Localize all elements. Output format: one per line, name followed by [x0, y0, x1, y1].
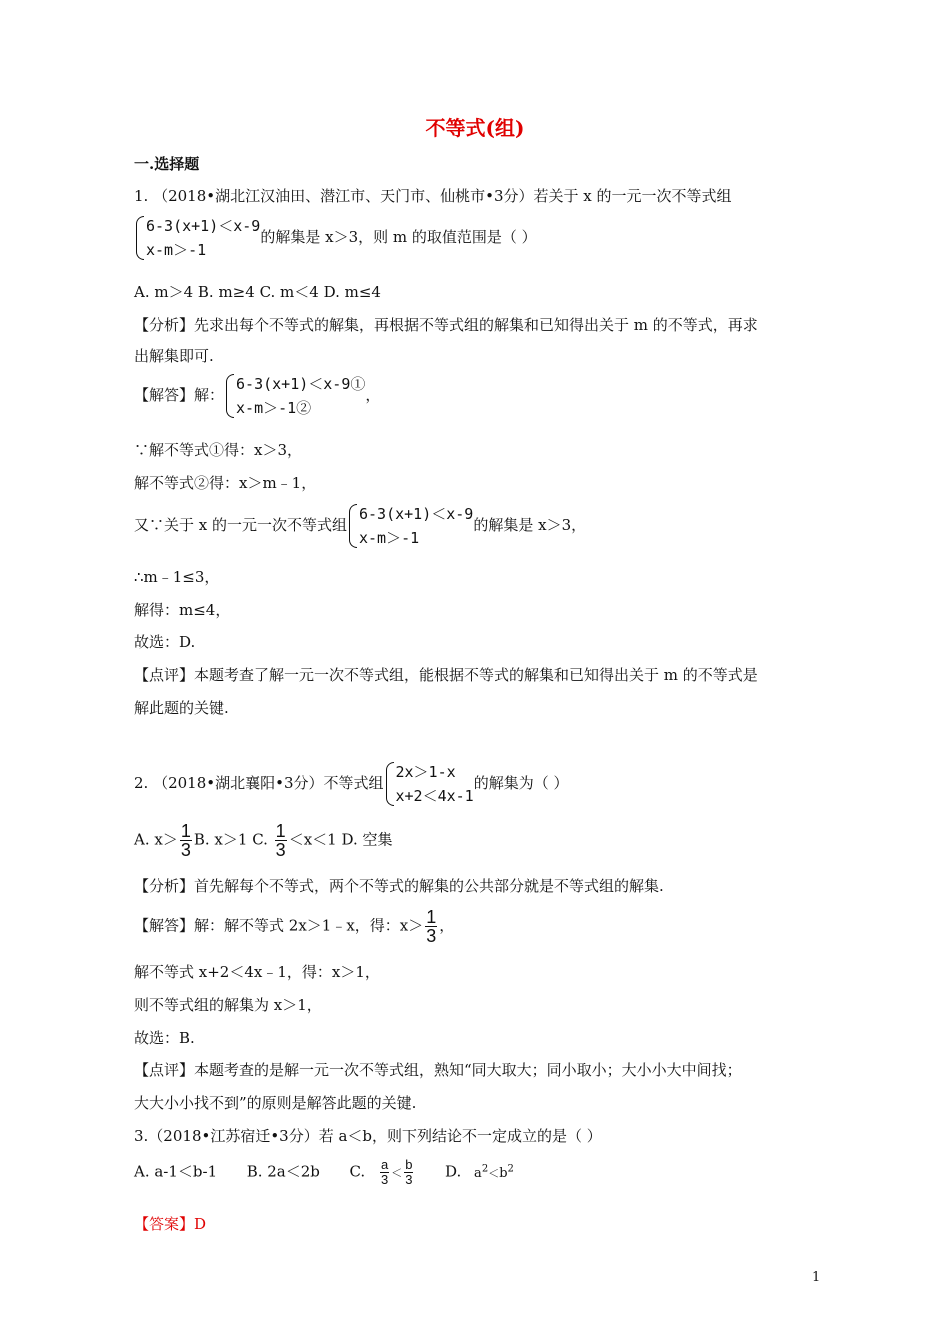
q1-solution-system: 6-3(x+1)＜x-9① x-m＞-1② — [224, 372, 365, 420]
q1-analysis: 【分析】先求出每个不等式的解集，再根据不等式组的解集和已知得出关于 m 的不等式，再求 — [134, 316, 758, 334]
q1-solution: 【解答】解： 6-3(x+1)＜x-9① x-m＞-1② ， — [134, 372, 380, 420]
q2-fraction: $\frac{1}{3}$ — [426, 907, 437, 946]
q1-inequality-system: 6-3(x+1)＜x-9 x-m＞-1 — [134, 214, 260, 262]
q1-step: ∵解不等式①得：x＞3， — [134, 441, 303, 459]
q3-option-d-expr: $a^2<b^2$ — [474, 1163, 514, 1181]
q3-fraction-b: $\frac{b}{3}$ — [405, 1157, 413, 1187]
q2-comment: 【点评】本题考查的是解一元一次不等式组，熟知“同大取大；同小取小；大小小大中间找； — [134, 1061, 742, 1079]
q1-comment: 【点评】本题考查了解一元一次不等式组，能根据不等式的解集和已知得出关于 m 的不等式是 — [134, 666, 758, 684]
q1-analysis-cont: 出解集即可. — [134, 347, 214, 365]
page-number: 1 — [812, 1270, 821, 1285]
q1-step: 又∵关于 x 的一元一次不等式组 6-3(x+1)＜x-9 x-m＞-1 的解集是 x＞3， — [134, 502, 586, 550]
page-title: 不等式(组) — [425, 116, 525, 140]
q2-comment-cont: 大大小小找不到”的原则是解答此题的关键. — [134, 1094, 417, 1112]
q1-step: ∴m﹣1≤3， — [134, 568, 220, 586]
q1-step: 解不等式②得：x＞m﹣1， — [134, 474, 317, 492]
section-heading: 一.选择题 — [134, 155, 200, 173]
q2-solution: 【解答】解：解不等式 2x＞1﹣x，得：x＞ $\frac{1}{3}$ ， — [134, 907, 455, 946]
q2-analysis: 【分析】首先解每个不等式，两个不等式的解集的公共部分就是不等式组的解集. — [134, 877, 664, 895]
q2-options: A. x＞ $\frac{1}{3}$ B. x＞1 C. $\frac{1}{3}$ ＜x＜1 D. 空集 — [134, 821, 393, 860]
q1-system-line: 6-3(x+1)＜x-9 x-m＞-1 的解集是 x＞3，则 m 的取值范围是（ ） — [134, 214, 537, 262]
q1-options: A. m＞4 B. m≥4 C. m＜4 D. m≤4 — [134, 283, 381, 301]
q3-options: A. a-1＜b-1 B. 2a＜2b C. $\frac{a}{3}$ ＜ $\frac{b}{3}$ D. $a^2<b^2$ — [134, 1157, 514, 1187]
q1-stem: 1. （2018•湖北江汉油田、潜江市、天门市、仙桃市•3分）若关于 x 的一元一次不等式组 — [134, 187, 732, 205]
q3-answer: 【答案】D — [134, 1215, 207, 1233]
q1-system-repeat: 6-3(x+1)＜x-9 x-m＞-1 — [347, 502, 473, 550]
q2-stem: 2. （2018•湖北襄阳•3分）不等式组 2x＞1-x x+2＜4x-1 的解集为（ ） — [134, 760, 569, 808]
q3-fraction-a: $\frac{a}{3}$ — [380, 1157, 389, 1187]
q2-inequality-system: 2x＞1-x x+2＜4x-1 — [384, 760, 474, 808]
q2-step: 故选：B. — [134, 1029, 195, 1047]
q1-comment-cont: 解此题的关键. — [134, 699, 229, 717]
q2-fraction: $\frac{1}{3}$ — [275, 821, 286, 860]
q2-fraction: $\frac{1}{3}$ — [180, 821, 191, 860]
q3-stem: 3.（2018•江苏宿迁•3分）若 a＜b，则下列结论不一定成立的是（ ） — [134, 1127, 602, 1145]
q1-step: 故选：D. — [134, 633, 196, 651]
q2-step: 则不等式组的解集为 x＞1， — [134, 996, 322, 1014]
q2-step: 解不等式 x+2＜4x﹣1，得：x＞1， — [134, 963, 380, 981]
q1-step: 解得：m≤4， — [134, 601, 231, 619]
